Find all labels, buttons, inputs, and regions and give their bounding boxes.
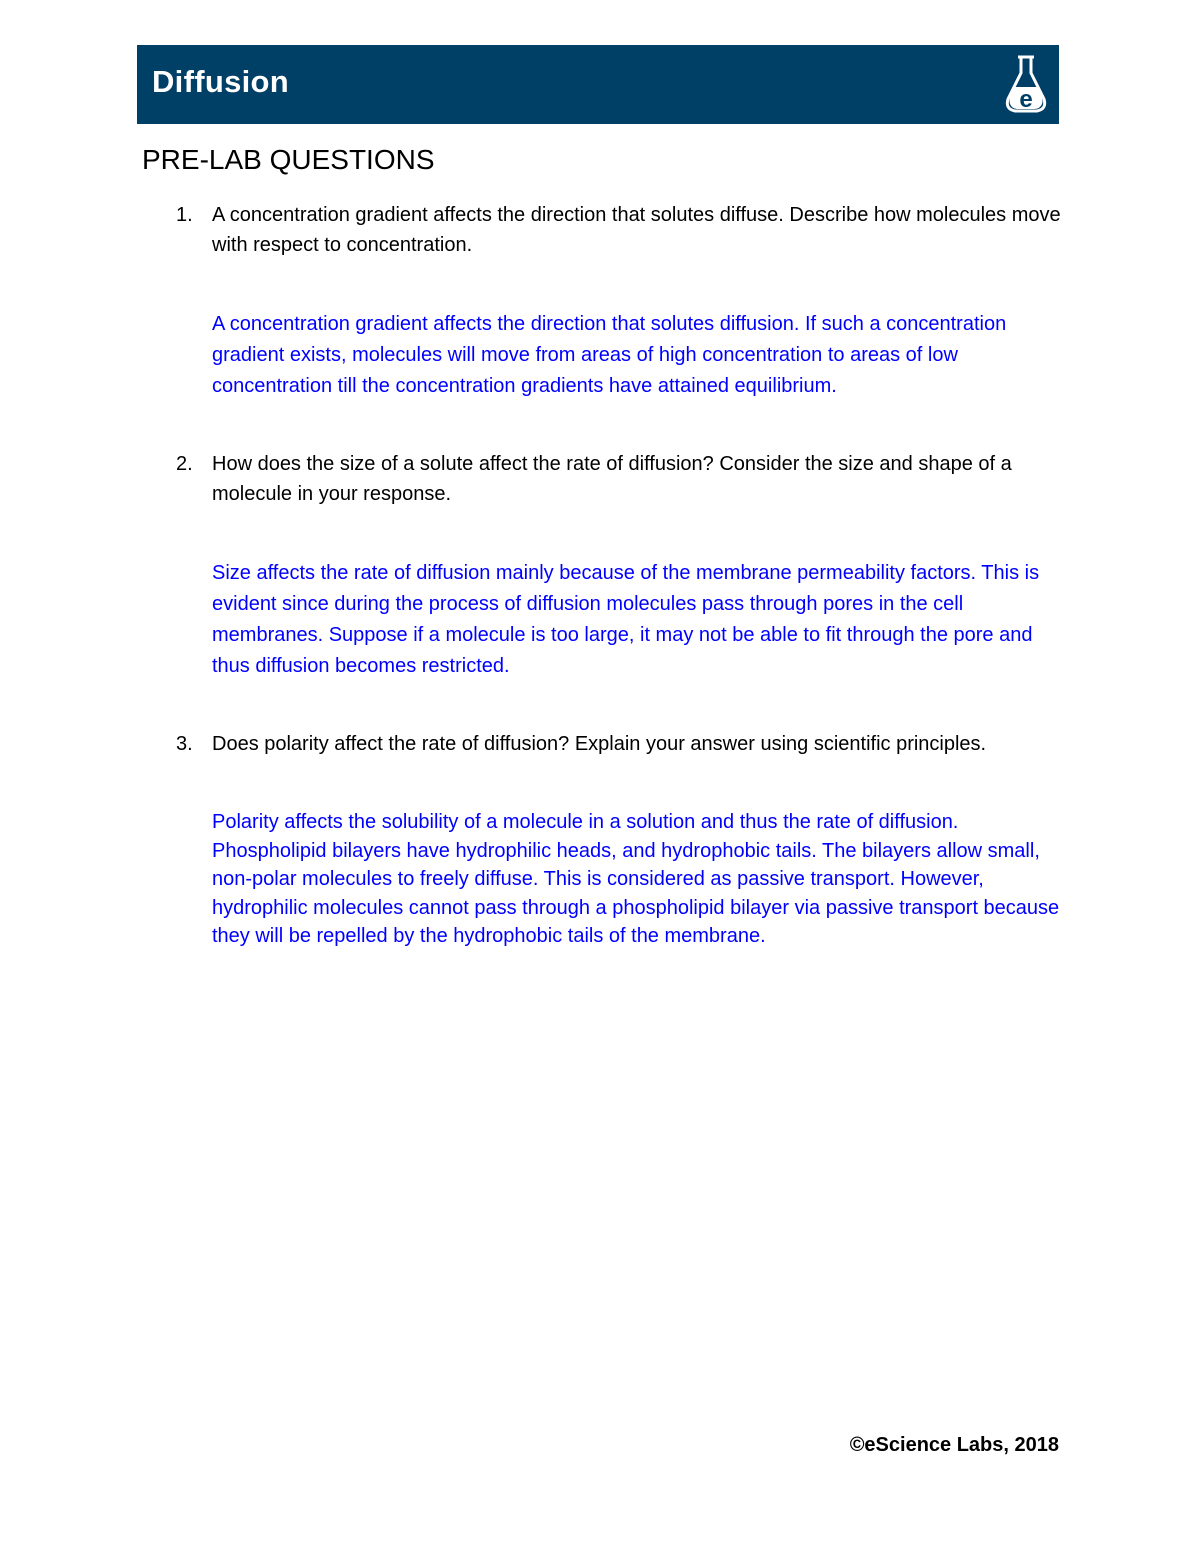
question-number: 3. bbox=[176, 733, 193, 755]
section-title: PRE-LAB QUESTIONS bbox=[142, 144, 435, 175]
header-bar bbox=[137, 45, 1059, 124]
flask-e-logo-icon bbox=[1003, 53, 1049, 115]
question-number: 1. bbox=[176, 204, 193, 226]
answer-3: Polarity affects the solubility of a molecule in a solution and thus the rate of diffusion. Phospholipid bilayers have hydrophilic heads, and hydrophobic tails. The bilayers allow small, non-polar molecules to freely diffuse. This is considered as passive transport. However, hydrophilic molecules cannot pass through a phospholipid bilayer via passive transport because they will be repelled by the hydrophobic tails of the membrane. bbox=[212, 811, 1060, 947]
logo-letter: e bbox=[1019, 86, 1033, 113]
question-text: Does polarity affect the rate of diffusion? Explain your answer using scientific principles. bbox=[212, 733, 987, 755]
answer-2: Size affects the rate of diffusion mainly because of the membrane permeability factors. This is evident since during the process of diffusion molecules pass through pores in the cell membranes. Suppose if a molecule is too large, it may not be able to fit through the pore and thus diffusion becomes restricted. bbox=[212, 562, 1040, 677]
answer-1: A concentration gradient affects the direction that solutes diffusion. If such a concentration gradient exists, molecules will move from areas of high concentration to areas of low concentration till the concentration gradients have attained equilibrium. bbox=[212, 313, 1007, 397]
copyright-footer: ©eScience Labs, 2018 bbox=[849, 1434, 1059, 1456]
question-number: 2. bbox=[176, 453, 193, 475]
question-text: How does the size of a solute affect the rate of diffusion? Consider the size and shape of a molecule in your response. bbox=[212, 453, 1012, 505]
document-title: Diffusion bbox=[152, 64, 290, 99]
question-text: A concentration gradient affects the direction that solutes diffuse. Describe how molecules move with respect to concentration. bbox=[212, 204, 1061, 256]
